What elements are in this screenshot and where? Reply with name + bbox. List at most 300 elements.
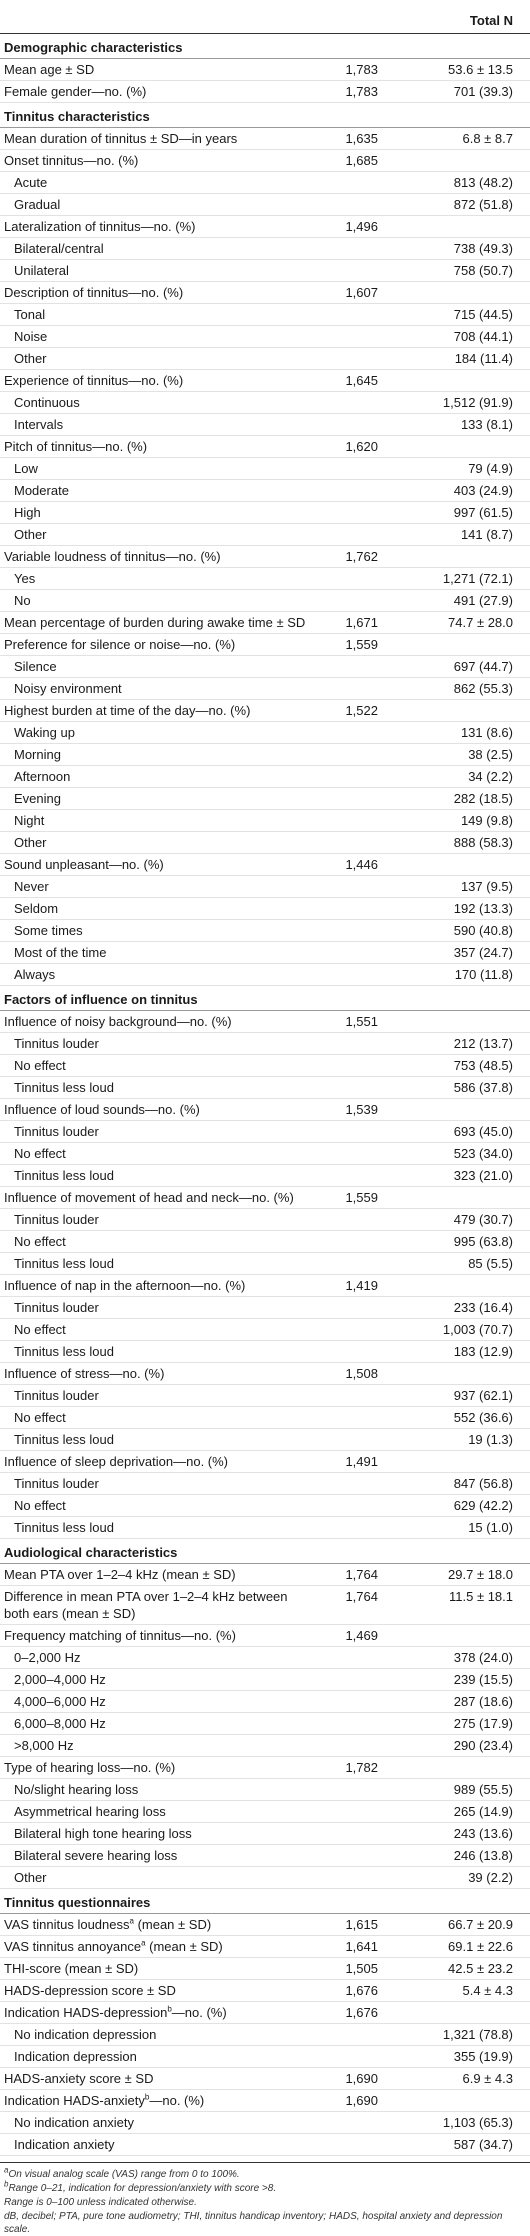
row-total-value: 290 (23.4) <box>453 1738 513 1753</box>
table-subrow <box>0 1385 530 1407</box>
row-total-value: 1,512 (91.9) <box>442 395 513 410</box>
row-total-value: 133 (8.1) <box>460 417 513 432</box>
row-label <box>0 1713 312 1734</box>
table-row <box>0 1958 530 1980</box>
row-label-text: Tinnitus louder <box>14 1476 99 1491</box>
header-cell-total: Total N <box>469 13 513 28</box>
row-label-text: Tinnitus less loud <box>14 1080 114 1095</box>
row-label <box>0 1473 312 1494</box>
row-total-value: 5.4 ± 4.3 <box>462 1983 513 1998</box>
table-row <box>0 370 530 392</box>
row-total-value: 233 (16.4) <box>453 1300 513 1315</box>
table-row <box>0 150 530 172</box>
row-n-value: 1,446 <box>345 857 378 872</box>
row-label <box>0 1209 312 1230</box>
row-label <box>0 1801 312 1822</box>
row-total-value: 131 (8.6) <box>460 725 513 740</box>
row-label <box>0 480 312 501</box>
row-total-value: 85 (5.5) <box>468 1256 513 1271</box>
row-label-text: Other <box>14 351 47 366</box>
row-total-value: 141 (8.7) <box>460 527 513 542</box>
row-label-text: Indication HADS-anxiety <box>4 2093 145 2108</box>
footnote-marker: a <box>129 1916 134 1926</box>
row-label-text: Morning <box>14 747 61 762</box>
table-subrow <box>0 1077 530 1099</box>
section-heading-row <box>0 106 530 128</box>
table-row <box>0 700 530 722</box>
row-label-text: Other <box>14 835 47 850</box>
row-label <box>0 744 312 765</box>
table-subrow <box>0 722 530 744</box>
row-total-value: 69.1 ± 22.6 <box>448 1939 513 1954</box>
row-label <box>0 1429 312 1450</box>
row-total-value: 243 (13.6) <box>453 1826 513 1841</box>
row-label-text: No effect <box>14 1498 66 1513</box>
row-n-value: 1,551 <box>345 1014 378 1029</box>
footnote-marker: b <box>167 2004 172 2014</box>
row-label <box>0 568 312 589</box>
row-total-value: 847 (56.8) <box>453 1476 513 1491</box>
row-label-text: No effect <box>14 1234 66 1249</box>
table-subrow <box>0 832 530 854</box>
row-label <box>0 458 312 479</box>
row-label <box>0 1823 312 1844</box>
section-heading: Audiological characteristics <box>4 1545 178 1560</box>
row-label <box>0 2134 312 2155</box>
row-label-text: Description of tinnitus—no. (%) <box>4 285 184 300</box>
row-total-value: 39 (2.2) <box>468 1870 513 1885</box>
row-label <box>0 1495 312 1516</box>
row-label <box>0 920 312 941</box>
table-subrow <box>0 1517 530 1539</box>
row-label-text: Tinnitus less loud <box>14 1432 114 1447</box>
row-label <box>0 1231 312 1252</box>
row-label-text: VAS tinnitus annoyance <box>4 1939 142 1954</box>
table-subrow <box>0 1231 530 1253</box>
row-label-text: Afternoon <box>14 769 71 784</box>
row-label <box>0 128 312 149</box>
row-total-value: 212 (13.7) <box>453 1036 513 1051</box>
footnote-marker: a <box>141 1938 146 1948</box>
row-total-value: 629 (42.2) <box>453 1498 513 1513</box>
table-subrow <box>0 524 530 546</box>
row-total-value: 587 (34.7) <box>453 2137 513 2152</box>
table-subrow <box>0 1845 530 1867</box>
row-label-text: Waking up <box>14 725 75 740</box>
row-label-text: No effect <box>14 1410 66 1425</box>
table-subrow <box>0 304 530 326</box>
table-row <box>0 1564 530 1586</box>
row-total-value: 53.6 ± 13.5 <box>448 62 513 77</box>
table-subrow <box>0 788 530 810</box>
table-subrow <box>0 1473 530 1495</box>
row-label <box>0 678 312 699</box>
row-label <box>0 1341 312 1362</box>
row-n-value: 1,782 <box>345 1760 378 1775</box>
row-label-text: Acute <box>14 175 48 190</box>
row-total-value: 184 (11.4) <box>454 351 513 366</box>
row-total-value: 479 (30.7) <box>453 1212 513 1227</box>
table-subrow <box>0 1209 530 1231</box>
section-heading-row <box>0 1892 530 1914</box>
row-n-value: 1,685 <box>345 153 378 168</box>
row-label <box>0 172 312 193</box>
row-total-value: 38 (2.5) <box>468 747 513 762</box>
row-label <box>0 942 312 963</box>
footnote-abbreviations: dB, decibel; PTA, pure tone audiometry; THI, tinnitus handicap inventory; HADS, hospital anxiety and depression scale. <box>4 2211 503 2235</box>
row-total-value: 239 (15.5) <box>453 1672 513 1687</box>
row-label-text: Type of hearing loss—no. (%) <box>4 1760 176 1775</box>
row-total-value: 79 (4.9) <box>468 461 513 476</box>
row-label-text: Asymmetrical hearing loss <box>14 1804 166 1819</box>
row-label <box>0 150 312 171</box>
section-heading: Factors of influence on tinnitus <box>4 992 198 1007</box>
row-label-text: Highest burden at time of the day—no. (%) <box>4 703 251 718</box>
row-label <box>0 282 312 303</box>
row-total-value: 192 (13.3) <box>453 901 513 916</box>
table-row <box>0 1011 530 1033</box>
table-row <box>0 1914 530 1936</box>
table-subrow <box>0 1429 530 1451</box>
footnote-b: $^b$Range 0–21, indication for depression/anxiety with score >8. <box>4 2179 277 2194</box>
row-label <box>0 436 312 457</box>
row-total-value: 378 (24.0) <box>453 1650 513 1665</box>
table-subrow <box>0 348 530 370</box>
row-label-suffix: —no. (%) <box>171 2005 227 2020</box>
row-label <box>0 326 312 347</box>
row-label <box>0 1253 312 1274</box>
row-label <box>0 1055 312 1076</box>
row-n-value: 1,671 <box>345 615 378 630</box>
table-subrow <box>0 1143 530 1165</box>
row-label <box>0 2024 312 2045</box>
row-total-value: 287 (18.6) <box>453 1694 513 1709</box>
table-subrow <box>0 2046 530 2068</box>
row-total-value: 246 (13.8) <box>453 1848 513 1863</box>
row-label <box>0 370 312 391</box>
row-label-text: Tinnitus louder <box>14 1388 99 1403</box>
table-subrow <box>0 964 530 986</box>
row-label <box>0 1143 312 1164</box>
row-label-text: HADS-depression score ± SD <box>4 1983 176 1998</box>
row-label <box>0 964 312 985</box>
row-total-value: 997 (61.5) <box>453 505 513 520</box>
table-subrow <box>0 744 530 766</box>
section-heading-row <box>0 989 530 1011</box>
table-subrow <box>0 1823 530 1845</box>
table-row <box>0 612 530 634</box>
row-total-value: 888 (58.3) <box>453 835 513 850</box>
table-subrow <box>0 2134 530 2156</box>
row-label <box>0 854 312 875</box>
table-subrow <box>0 1319 530 1341</box>
row-label <box>0 1958 312 1979</box>
row-label <box>0 502 312 523</box>
row-n-value: 1,559 <box>345 637 378 652</box>
row-label <box>0 1757 312 1778</box>
row-label <box>0 1275 312 1296</box>
row-label <box>0 634 312 655</box>
row-label-text: No effect <box>14 1146 66 1161</box>
row-label-text: Influence of noisy background—no. (%) <box>4 1014 232 1029</box>
table-row <box>0 2090 530 2112</box>
row-total-value: 1,271 (72.1) <box>442 571 513 586</box>
row-total-value: 275 (17.9) <box>453 1716 513 1731</box>
row-label <box>0 1625 312 1646</box>
table-subrow <box>0 766 530 788</box>
row-label-text: Mean PTA over 1–2–4 kHz (mean ± SD) <box>4 1567 236 1582</box>
row-total-value: 715 (44.5) <box>453 307 513 322</box>
row-label <box>0 2112 312 2133</box>
table-subrow <box>0 2024 530 2046</box>
table-subrow <box>0 2112 530 2134</box>
row-label-text: Seldom <box>14 901 59 916</box>
row-label <box>0 700 312 721</box>
table-subrow <box>0 1801 530 1823</box>
row-total-value: 149 (9.8) <box>460 813 513 828</box>
row-label <box>0 2002 312 2023</box>
row-label-suffix: —no. (%) <box>149 2093 205 2108</box>
table-row <box>0 1363 530 1385</box>
row-label-text: Indication depression <box>14 2049 137 2064</box>
footnote-range: Range is 0–100 unless indicated otherwise. <box>4 2197 197 2208</box>
table-subrow <box>0 1647 530 1669</box>
row-total-value: 738 (49.3) <box>453 241 513 256</box>
table-subrow <box>0 1779 530 1801</box>
row-label <box>0 1451 312 1472</box>
row-label-text: 6,000–8,000 Hz <box>14 1716 106 1731</box>
row-label-text: Tinnitus less loud <box>14 1520 114 1535</box>
row-label-text: Most of the time <box>14 945 107 960</box>
row-total-value: 19 (1.3) <box>468 1432 513 1447</box>
row-label <box>0 722 312 743</box>
row-label-text: Tinnitus louder <box>14 1300 99 1315</box>
row-total-value: 523 (34.0) <box>453 1146 513 1161</box>
row-label-text: Evening <box>14 791 61 806</box>
row-label <box>0 1319 312 1340</box>
table-subrow <box>0 238 530 260</box>
row-label <box>0 1914 312 1935</box>
row-label <box>0 1845 312 1866</box>
table-subrow <box>0 876 530 898</box>
row-label-text: Bilateral/central <box>14 241 104 256</box>
row-label <box>0 81 312 102</box>
table-header-row <box>0 8 530 34</box>
row-total-value: 1,321 (78.8) <box>442 2027 513 2042</box>
section-heading-row <box>0 37 530 59</box>
row-label <box>0 304 312 325</box>
row-n-value: 1,615 <box>345 1917 378 1932</box>
row-label <box>0 238 312 259</box>
row-label <box>0 1588 312 1622</box>
table-row <box>0 1586 530 1625</box>
row-label <box>0 348 312 369</box>
row-total-value: 29.7 ± 18.0 <box>448 1567 513 1582</box>
row-label-text: Tinnitus louder <box>14 1036 99 1051</box>
row-total-value: 1,003 (70.7) <box>442 1322 513 1337</box>
row-label <box>0 656 312 677</box>
row-total-value: 137 (9.5) <box>460 879 513 894</box>
row-total-value: 74.7 ± 28.0 <box>448 615 513 630</box>
row-label-text: Gradual <box>14 197 61 212</box>
row-label-text: THI-score (mean ± SD) <box>4 1961 139 1976</box>
row-label-text: Influence of sleep deprivation—no. (%) <box>4 1454 229 1469</box>
row-label-text: No indication depression <box>14 2027 157 2042</box>
section-heading: Tinnitus characteristics <box>4 109 150 124</box>
row-n-value: 1,783 <box>345 62 378 77</box>
row-n-value: 1,620 <box>345 439 378 454</box>
row-label-text: Always <box>14 967 56 982</box>
table-subrow <box>0 678 530 700</box>
row-total-value: 590 (40.8) <box>453 923 513 938</box>
row-label <box>0 832 312 853</box>
row-label-text: Low <box>14 461 38 476</box>
row-n-value: 1,469 <box>345 1628 378 1643</box>
table-subrow <box>0 172 530 194</box>
row-n-value: 1,676 <box>345 1983 378 1998</box>
row-total-value: 357 (24.7) <box>453 945 513 960</box>
table-subrow <box>0 898 530 920</box>
row-label <box>0 1407 312 1428</box>
row-total-value: 6.9 ± 4.3 <box>462 2071 513 2086</box>
table-row <box>0 81 530 103</box>
row-label-text: Unilateral <box>14 263 69 278</box>
row-label-text: VAS tinnitus loudness <box>4 1917 130 1932</box>
row-n-value: 1,539 <box>345 1102 378 1117</box>
row-label-text: Bilateral severe hearing loss <box>14 1848 178 1863</box>
row-label <box>0 414 312 435</box>
row-n-value: 1,508 <box>345 1366 378 1381</box>
row-label-text: Sound unpleasant—no. (%) <box>4 857 164 872</box>
row-label-text: Pitch of tinnitus—no. (%) <box>4 439 148 454</box>
row-label <box>0 1363 312 1384</box>
row-total-value: 15 (1.0) <box>468 1520 513 1535</box>
row-total-value: 491 (27.9) <box>453 593 513 608</box>
table-subrow <box>0 1297 530 1319</box>
row-label-text: Continuous <box>14 395 80 410</box>
row-label <box>0 876 312 897</box>
row-label-text: Tinnitus louder <box>14 1124 99 1139</box>
row-total-value: 42.5 ± 23.2 <box>448 1961 513 1976</box>
row-label-text: Influence of loud sounds—no. (%) <box>4 1102 200 1117</box>
row-total-value: 323 (21.0) <box>453 1168 513 1183</box>
table-subrow <box>0 458 530 480</box>
table-subrow <box>0 1165 530 1187</box>
row-total-value: 697 (44.7) <box>453 659 513 674</box>
row-n-value: 1,607 <box>345 285 378 300</box>
row-total-value: 34 (2.2) <box>468 769 513 784</box>
table-subrow <box>0 414 530 436</box>
row-n-value: 1,491 <box>345 1454 378 1469</box>
table-row <box>0 854 530 876</box>
row-label <box>0 2068 312 2089</box>
row-label-text: Experience of tinnitus—no. (%) <box>4 373 184 388</box>
row-n-value: 1,764 <box>345 1589 378 1604</box>
row-label-text: Preference for silence or noise—no. (%) <box>4 637 236 652</box>
row-label-text: Tinnitus less loud <box>14 1168 114 1183</box>
row-total-value: 693 (45.0) <box>453 1124 513 1139</box>
table-row <box>0 2068 530 2090</box>
row-label <box>0 1564 312 1585</box>
row-label-text: Frequency matching of tinnitus—no. (%) <box>4 1628 236 1643</box>
row-label-text: No indication anxiety <box>14 2115 134 2130</box>
footnote-marker: b <box>144 2092 150 2102</box>
section-heading: Demographic characteristics <box>4 40 183 55</box>
table-subrow <box>0 260 530 282</box>
row-label <box>0 1187 312 1208</box>
row-total-value: 701 (39.3) <box>453 84 513 99</box>
row-label-text: Influence of stress—no. (%) <box>4 1366 165 1381</box>
row-n-value: 1,419 <box>345 1278 378 1293</box>
table-row <box>0 1099 530 1121</box>
table-subrow <box>0 1341 530 1363</box>
row-label-text: Moderate <box>14 483 69 498</box>
row-label-text: Noise <box>14 329 48 344</box>
row-label <box>0 1121 312 1142</box>
table-subrow <box>0 1121 530 1143</box>
row-label-text: Intervals <box>14 417 64 432</box>
table-subrow <box>0 568 530 590</box>
table-subrow <box>0 1713 530 1735</box>
row-n-value: 1,522 <box>345 703 378 718</box>
row-n-value: 1,764 <box>345 1567 378 1582</box>
row-label-text: Indication HADS-depression <box>4 2005 168 2020</box>
table-row <box>0 282 530 304</box>
table-subrow <box>0 502 530 524</box>
row-label <box>0 1385 312 1406</box>
row-total-value: 872 (51.8) <box>453 197 513 212</box>
table-row <box>0 59 530 81</box>
row-total-value: 813 (48.2) <box>453 175 513 190</box>
table-subrow <box>0 1691 530 1713</box>
row-total-value: 708 (44.1) <box>453 329 513 344</box>
row-label-text: >8,000 Hz <box>14 1738 74 1753</box>
row-label-text: Mean duration of tinnitus ± SD—in years <box>4 131 238 146</box>
row-total-value: 6.8 ± 8.7 <box>462 131 513 146</box>
row-label <box>0 392 312 413</box>
row-label-text: Tinnitus louder <box>14 1212 99 1227</box>
table-row <box>0 546 530 568</box>
row-label <box>0 788 312 809</box>
row-label-text: Tonal <box>14 307 46 322</box>
characteristics-table <box>0 8 530 2156</box>
table-row <box>0 216 530 238</box>
table-subrow <box>0 656 530 678</box>
row-label-text: Silence <box>14 659 57 674</box>
row-label-text: Onset tinnitus—no. (%) <box>4 153 139 168</box>
row-label-text: Indication anxiety <box>14 2137 115 2152</box>
table-subrow <box>0 1735 530 1757</box>
row-label-text: Noisy environment <box>14 681 122 696</box>
row-label <box>0 59 312 80</box>
row-label <box>0 1165 312 1186</box>
row-total-value: 170 (11.8) <box>454 967 513 982</box>
table-subrow <box>0 1055 530 1077</box>
row-total-value: 586 (37.8) <box>453 1080 513 1095</box>
row-total-value: 11.5 ± 18.1 <box>449 1589 513 1604</box>
row-n-value: 1,559 <box>345 1190 378 1205</box>
row-label-text: Difference in mean PTA over 1–2–4 kHz between both ears (mean ± SD) <box>4 1589 288 1621</box>
table-row <box>0 1187 530 1209</box>
row-label <box>0 810 312 831</box>
row-label <box>0 194 312 215</box>
row-label-text: No effect <box>14 1322 66 1337</box>
row-label-text: Other <box>14 527 47 542</box>
row-total-value: 183 (12.9) <box>453 1344 513 1359</box>
row-label <box>0 1033 312 1054</box>
row-total-value: 403 (24.9) <box>453 483 513 498</box>
row-total-value: 989 (55.5) <box>453 1782 513 1797</box>
